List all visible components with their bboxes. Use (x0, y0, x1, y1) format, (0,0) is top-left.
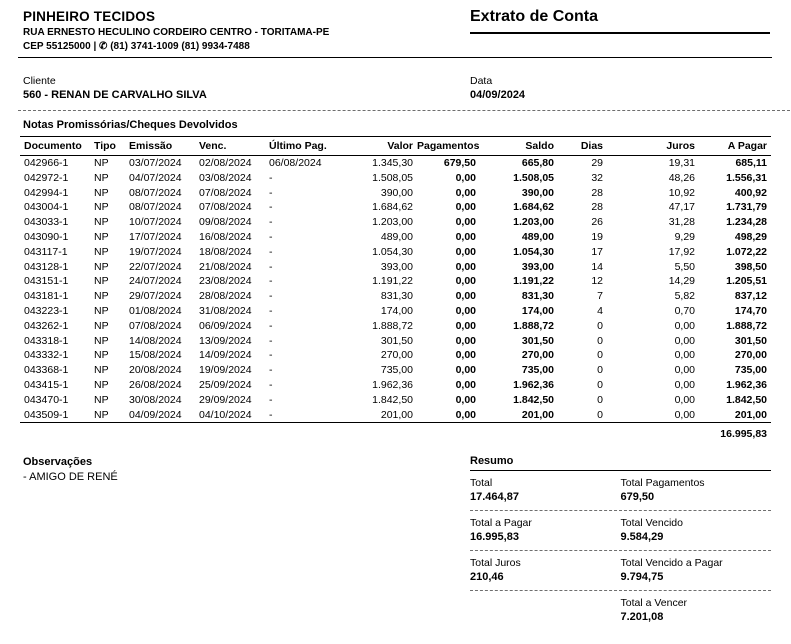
cell: 1.962,36 (726, 378, 767, 391)
cell: 01/08/2024 (129, 304, 182, 317)
cell: 08/07/2024 (129, 186, 182, 199)
summary-item-value: 9.794,75 (620, 571, 664, 583)
cell: - (269, 304, 273, 317)
cell: 1.556,31 (726, 171, 767, 184)
cell: 043128-1 (24, 260, 69, 273)
cell: 0,00 (674, 334, 695, 347)
cell: 043117-1 (24, 245, 68, 258)
cell: 393,00 (380, 260, 413, 273)
table-row (20, 393, 771, 408)
cell: 22/07/2024 (129, 260, 182, 273)
cell: 201,00 (699, 408, 771, 423)
cell: 0,00 (674, 349, 695, 362)
column-header: Saldo (480, 137, 558, 156)
cell: 393,00 (521, 260, 554, 273)
cell: 26 (591, 216, 603, 229)
cell: 1.508,05 (372, 171, 413, 184)
cell: 1.508,05 (513, 171, 554, 184)
client-block (23, 75, 207, 101)
cell: 06/09/2024 (199, 319, 252, 332)
cell: 498,29 (734, 230, 767, 243)
cell: - (269, 364, 273, 377)
cell: NP (94, 245, 109, 258)
cell: 0,00 (455, 319, 476, 332)
summary-item-value: 16.995,83 (470, 531, 519, 543)
cell: - (269, 290, 273, 303)
cell: - (269, 378, 273, 391)
column-header: Dias (558, 137, 615, 156)
cell: 174,00 (521, 304, 554, 317)
cell: 489,00 (521, 230, 554, 243)
summary-item (470, 517, 621, 543)
cell: 0,70 (674, 304, 695, 317)
cell: 301,50 (521, 334, 554, 347)
cell: 0,00 (455, 171, 476, 184)
cell: 06/08/2024 (269, 157, 322, 169)
cell: - (269, 334, 273, 347)
cell: 043332-1 (24, 349, 69, 362)
table-header-row (20, 137, 771, 156)
summary-item-label: Total (470, 477, 493, 489)
cell: 04/10/2024 (195, 408, 265, 423)
cell: NP (94, 216, 109, 229)
table-row (20, 334, 771, 349)
cell: 0 (597, 378, 603, 391)
cell: 26/08/2024 (129, 378, 182, 391)
cell: 9,29 (674, 230, 695, 243)
company-name: PINHEIRO TECIDOS (23, 9, 156, 24)
cell: 04/09/2024 (125, 408, 195, 423)
cell: NP (94, 319, 109, 332)
cell: 0,00 (674, 393, 695, 406)
cell: 270,00 (521, 349, 554, 362)
cell: 174,00 (380, 304, 413, 317)
cell: - (269, 186, 273, 199)
summary-item-value (470, 599, 621, 611)
cell: 735,00 (380, 364, 413, 377)
summary-item-value: 9.584,29 (620, 531, 664, 543)
cell: 1.888,72 (726, 319, 767, 332)
cell: 0,00 (674, 319, 695, 332)
cell: 03/08/2024 (199, 171, 252, 184)
cell: NP (94, 349, 109, 362)
observations-block (23, 456, 118, 483)
summary-item (470, 557, 621, 583)
cell: 301,50 (380, 334, 413, 347)
cell: 390,00 (521, 186, 554, 199)
cell: 02/08/2024 (199, 157, 252, 169)
cell: 5,82 (674, 290, 695, 303)
cell: 1.731,79 (726, 201, 767, 214)
cell: 665,80 (521, 157, 554, 169)
table-row (20, 408, 771, 423)
observations-title: Observações (23, 456, 93, 468)
cell: 18/08/2024 (199, 245, 252, 258)
cell: 1.962,36 (513, 378, 554, 391)
company-contact (23, 41, 329, 52)
table-row (20, 156, 771, 171)
cell: 15/08/2024 (129, 349, 182, 362)
cell: 043318-1 (24, 334, 69, 347)
cell: 0,00 (674, 378, 695, 391)
cell: 042972-1 (24, 171, 69, 184)
cell: NP (94, 290, 109, 303)
cell: 29/09/2024 (199, 393, 252, 406)
cell: 07/08/2024 (199, 186, 252, 199)
cell: 201,00 (480, 408, 558, 423)
cell: 1.842,50 (726, 393, 767, 406)
summary-row (470, 551, 771, 591)
cell: 12 (591, 275, 603, 288)
cell: 0,00 (455, 275, 476, 288)
table-row (20, 215, 771, 230)
cell: 270,00 (734, 349, 767, 362)
summary-item (621, 477, 772, 503)
observations-note: - AMIGO DE RENÉ (23, 471, 118, 483)
cell: 03/07/2024 (129, 157, 182, 169)
cell: 043415-1 (24, 378, 69, 391)
cell: 10,92 (668, 186, 695, 199)
cell: 19/07/2024 (129, 245, 182, 258)
summary-item-label: Total Vencido (620, 517, 683, 529)
cell: 1.191,22 (513, 275, 554, 288)
column-header: A Pagar (699, 137, 771, 156)
cell: 1.684,62 (513, 201, 554, 214)
separator: | (93, 41, 97, 52)
cell: 10/07/2024 (129, 216, 182, 229)
cell: - (269, 171, 273, 184)
cell: 28 (591, 186, 603, 199)
cell: 831,30 (521, 290, 554, 303)
cell: 043004-1 (24, 201, 69, 214)
cell: 1.888,72 (372, 319, 413, 332)
cell: 0 (597, 364, 603, 377)
cell: 5,50 (674, 260, 695, 273)
cell: 04/07/2024 (129, 171, 182, 184)
table-row (20, 245, 771, 260)
date-block (470, 75, 525, 101)
cell: 043033-1 (24, 216, 69, 229)
table-row (20, 200, 771, 215)
client-label: Cliente (23, 75, 56, 87)
cell: 25/09/2024 (199, 378, 252, 391)
cell: 31/08/2024 (199, 304, 252, 317)
cell: 1.191,22 (372, 275, 413, 288)
cell: 043090-1 (24, 230, 69, 243)
cell: 390,00 (380, 186, 413, 199)
summary-item-value: 17.464,87 (470, 491, 519, 503)
cell: 29/07/2024 (129, 290, 182, 303)
cell: 042994-1 (24, 186, 69, 199)
column-header: Documento (20, 137, 90, 156)
summary-item (470, 597, 621, 623)
company-cep: CEP 55125000 (23, 41, 91, 52)
date-label: Data (470, 75, 493, 87)
cell: - (269, 245, 273, 258)
table-row (20, 348, 771, 363)
cell: 0,00 (455, 364, 476, 377)
client-divider (18, 110, 790, 111)
cell: 14,29 (668, 275, 695, 288)
cell: - (269, 275, 273, 288)
cell: NP (94, 201, 109, 214)
column-header: Emissão (125, 137, 195, 156)
column-header: Venc. (195, 137, 265, 156)
cell: 48,26 (668, 171, 695, 184)
summary-item-label: Total Juros (470, 557, 521, 569)
summary-row (470, 591, 771, 630)
cell: 685,11 (735, 157, 767, 169)
cell: 14 (591, 260, 603, 273)
cell: 17/07/2024 (129, 230, 182, 243)
cell: 043223-1 (24, 304, 69, 317)
cell: 20/08/2024 (129, 364, 182, 377)
cell: 400,92 (734, 186, 767, 199)
cell: 0,00 (455, 290, 476, 303)
cell: 14/09/2024 (199, 349, 252, 362)
summary-row (470, 511, 771, 551)
cell: 1.842,50 (513, 393, 554, 406)
summary-rows (470, 471, 771, 630)
column-header: Valor (348, 137, 417, 156)
company-phones: (81) 3741-1009 (81) 9934-7488 (110, 41, 250, 52)
summary-item-value: 210,46 (470, 571, 504, 583)
cell: 1.345,30 (372, 157, 413, 169)
cell: 0 (597, 319, 603, 332)
cell: 4 (597, 304, 603, 317)
summary-row (470, 471, 771, 511)
table-row (20, 260, 771, 275)
cell: 0,00 (417, 408, 480, 423)
cell: 1.962,36 (372, 378, 413, 391)
table-row (20, 289, 771, 304)
cell: NP (94, 378, 109, 391)
cell: 14/08/2024 (129, 334, 182, 347)
cell: 174,70 (734, 304, 767, 317)
cell: 19/09/2024 (199, 364, 252, 377)
column-header: Juros (615, 137, 699, 156)
cell: 19,31 (668, 157, 695, 169)
cell: 1.054,30 (513, 245, 554, 258)
cell: 042966-1 (24, 157, 69, 169)
cell: NP (94, 304, 109, 317)
table-row (20, 186, 771, 201)
cell: 679,50 (443, 157, 476, 169)
cell: - (269, 216, 273, 229)
cell: 0,00 (455, 245, 476, 258)
table-row (20, 274, 771, 289)
cell: 043509-1 (20, 408, 90, 423)
cell: 23/08/2024 (199, 275, 252, 288)
page-title: Extrato de Conta (470, 8, 770, 34)
cell: 0,00 (455, 216, 476, 229)
cell: 0,00 (455, 349, 476, 362)
cell: NP (94, 275, 109, 288)
cell: - (269, 201, 273, 214)
cell: 0,00 (455, 334, 476, 347)
table-section-title: Notas Promissórias/Cheques Devolvidos (23, 119, 238, 131)
table-row (20, 171, 771, 186)
cell: NP (94, 230, 109, 243)
cell: 201,00 (348, 408, 417, 423)
cell: 09/08/2024 (199, 216, 252, 229)
cell: - (269, 260, 273, 273)
cell: 31,28 (668, 216, 695, 229)
company-address: RUA ERNESTO HECULINO CORDEIRO CENTRO - TORITAMA-PE (23, 27, 330, 38)
cell: 24/07/2024 (129, 275, 182, 288)
cell: 28/08/2024 (199, 290, 252, 303)
cell: 19 (591, 230, 603, 243)
cell: 28 (591, 201, 603, 214)
cell: 1.072,22 (726, 245, 767, 258)
table-row (20, 304, 771, 319)
cell: 043151-1 (24, 275, 69, 288)
cell: 0 (597, 349, 603, 362)
column-header: Pagamentos (417, 137, 480, 156)
cell: 17 (591, 245, 603, 258)
company-header (23, 9, 329, 52)
cell: 16/08/2024 (199, 230, 252, 243)
cell: 301,50 (734, 334, 767, 347)
cell: 1.234,28 (726, 216, 767, 229)
cell: 270,00 (380, 349, 413, 362)
cell: 32 (591, 171, 603, 184)
cell: 0,00 (455, 201, 476, 214)
cell: 0 (597, 393, 603, 406)
cell: 1.054,30 (372, 245, 413, 258)
cell: 17,92 (668, 245, 695, 258)
cell: 29 (591, 157, 603, 169)
cell: 0 (597, 334, 603, 347)
column-header: Último Pag. (265, 137, 348, 156)
cell: 0,00 (455, 393, 476, 406)
summary-title: Resumo (470, 455, 771, 471)
cell: - (269, 230, 273, 243)
cell: 0,00 (455, 260, 476, 273)
summary-item-label: Total a Vencer (620, 597, 688, 609)
cell: NP (94, 334, 109, 347)
cell: 0,00 (455, 230, 476, 243)
cell: 07/08/2024 (199, 201, 252, 214)
cell: 043262-1 (24, 319, 69, 332)
cell: 1.205,51 (726, 275, 767, 288)
summary-item (470, 477, 621, 503)
cell: 0 (558, 408, 615, 423)
cell: NP (94, 393, 109, 406)
date-value: 04/09/2024 (470, 89, 526, 101)
cell: NP (90, 408, 125, 423)
table-row (20, 363, 771, 378)
summary-item (621, 517, 772, 543)
table-body (20, 156, 771, 423)
cell: NP (94, 186, 109, 199)
cell: 7 (597, 290, 603, 303)
cell: 1.203,00 (513, 216, 554, 229)
cell: 043181-1 (24, 290, 69, 303)
cell: - (269, 349, 273, 362)
cell: 0,00 (455, 304, 476, 317)
cell: - (265, 408, 348, 423)
cell: 0,00 (455, 378, 476, 391)
cell: 043368-1 (24, 364, 69, 377)
summary-item-label: Total Pagamentos (620, 477, 705, 489)
table-row (20, 230, 771, 245)
cell: NP (94, 157, 109, 169)
cell: 1.684,62 (372, 201, 413, 214)
cell: 831,30 (380, 290, 413, 303)
phone-icon: ✆ (99, 41, 108, 52)
summary-item-label: Total Vencido a Pagar (620, 557, 723, 569)
table-row (20, 319, 771, 334)
cell: 30/08/2024 (129, 393, 182, 406)
cell: NP (94, 260, 109, 273)
client-value: 560 - RENAN DE CARVALHO SILVA (23, 89, 207, 101)
table-row (20, 378, 771, 393)
cell: 07/08/2024 (129, 319, 182, 332)
cell: 398,50 (734, 260, 767, 273)
cell: 735,00 (734, 364, 767, 377)
cell: 489,00 (380, 230, 413, 243)
cell: 0,00 (455, 186, 476, 199)
cell: - (269, 319, 273, 332)
summary-item-label: Total a Pagar (470, 517, 532, 529)
cell: NP (94, 171, 109, 184)
cell: 08/07/2024 (129, 201, 182, 214)
column-header: Tipo (90, 137, 125, 156)
cell: 21/08/2024 (199, 260, 252, 273)
summary-item (621, 557, 772, 583)
cell: 0,00 (674, 364, 695, 377)
cell: 837,12 (734, 290, 767, 303)
cell: - (269, 393, 273, 406)
table-grand-total: 16.995,83 (720, 428, 767, 440)
summary-item (621, 597, 772, 623)
summary-block (470, 455, 771, 630)
cell: 043470-1 (24, 393, 69, 406)
cell: 13/09/2024 (199, 334, 252, 347)
header-divider (18, 57, 772, 58)
summary-item-value: 679,50 (620, 491, 655, 503)
summary-item-value: 7.201,08 (620, 611, 664, 623)
cell: 47,17 (668, 201, 695, 214)
notes-table (20, 136, 771, 423)
cell: 735,00 (521, 364, 554, 377)
cell: 1.842,50 (372, 393, 413, 406)
cell: 1.203,00 (372, 216, 413, 229)
cell: 1.888,72 (513, 319, 554, 332)
cell: NP (94, 364, 109, 377)
cell: 0,00 (615, 408, 699, 423)
